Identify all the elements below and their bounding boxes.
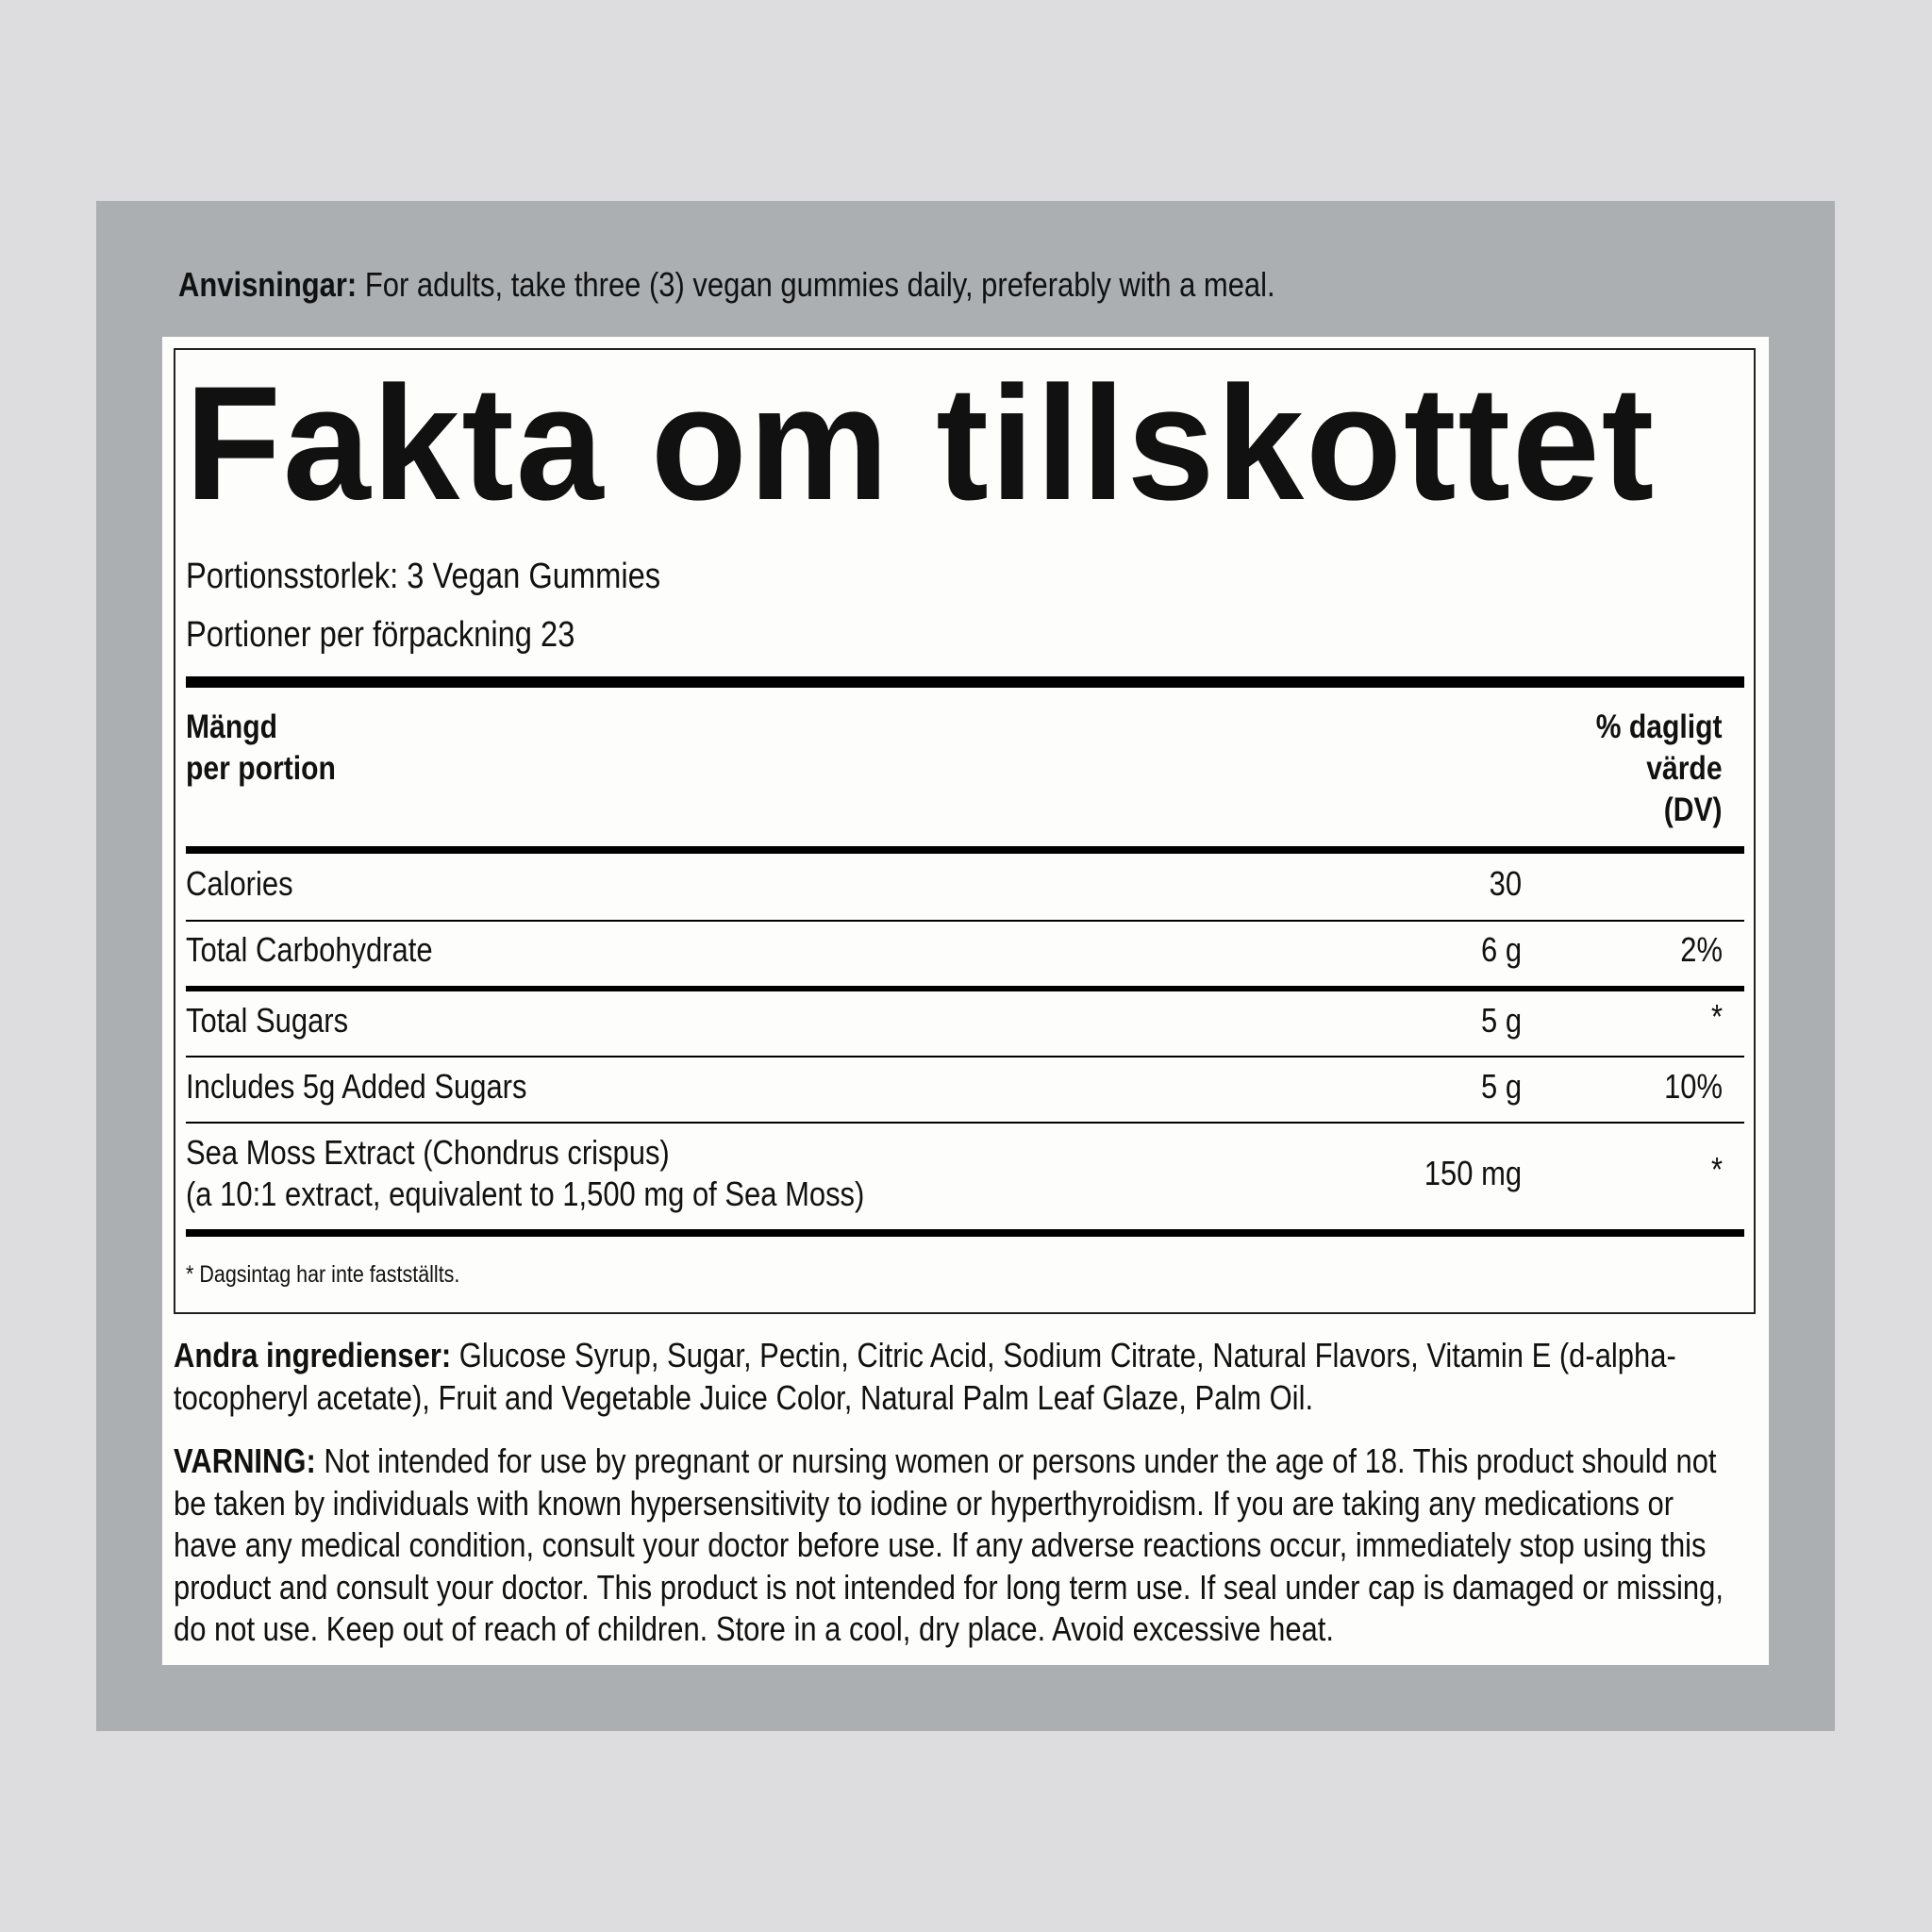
warning-line1 [174, 1441, 1717, 1483]
footnote: * Dagsintag har inte fastställts. [186, 1261, 460, 1288]
daily-value-header [1596, 707, 1723, 831]
directions-text: For adults, take three (3) vegan gummies daily, preferably with a meal. [364, 265, 1275, 304]
nutrient-name: Calories [186, 864, 293, 903]
nutrient-amount: 5 g [1480, 1001, 1522, 1040]
row-divider [186, 1122, 1744, 1124]
servings-per-container: Portioner per förpackning 23 [186, 615, 575, 655]
nutrient-dv: 10% [1664, 1067, 1723, 1106]
thick-divider-top [186, 676, 1744, 688]
warning-label: VARNING: [174, 1441, 316, 1480]
warning-text-line4: product and consult your doctor. This product is not intended for long term use. If seal under cap is damaged or missing, [174, 1567, 1724, 1607]
nutrient-name: Total Sugars [186, 1001, 349, 1040]
nutrient-amount: 150 mg [1424, 1154, 1522, 1192]
thick-divider-header [186, 846, 1744, 854]
directions-label: Anvisningar: [178, 265, 358, 304]
nutrient-dv: 2% [1680, 930, 1723, 969]
other-ingredients-text-line2: tocopheryl acetate), Fruit and Vegetable Juice Color, Natural Palm Leaf Glaze, Palm Oil. [174, 1377, 1314, 1417]
amount-per-serving-header [186, 707, 336, 790]
serving-size: Portionsstorlek: 3 Vegan Gummies [186, 557, 661, 596]
other-ingredients-label: Andra ingredienser: [174, 1336, 452, 1374]
dv-header-line3: (DV) [1664, 791, 1723, 828]
thick-divider-bottom [186, 1229, 1744, 1237]
warning-text-line5: do not use. Keep out of reach of children. Store in a cool, dry place. Avoid excessive heat. [174, 1609, 1334, 1648]
nutrient-amount: 30 [1489, 864, 1522, 903]
other-ingredients-text-line1: Glucose Syrup, Sugar, Pectin, Citric Acid, Sodium Citrate, Natural Flavors, Vitamin E (d-alpha- [458, 1336, 1676, 1374]
amount-header-line1: Mängd [186, 708, 277, 745]
medium-divider [186, 986, 1744, 991]
amount-header-line2: per portion [186, 750, 336, 787]
dv-header-line1: % dagligt [1596, 708, 1723, 745]
nutrient-name: Includes 5g Added Sugars [186, 1067, 527, 1106]
nutrient-name: Total Carbohydrate [186, 930, 433, 969]
warning-text-line3: have any medical condition, consult your doctor before use. If any adverse reactions occur, immediately stop using this [174, 1525, 1707, 1564]
other-ingredients [174, 1335, 1758, 1419]
nutrient-amount: 6 g [1480, 930, 1522, 969]
nutrient-amount: 5 g [1480, 1067, 1522, 1106]
directions-line [178, 264, 1275, 306]
nutrient-name: Sea Moss Extract (Chondrus crispus) [186, 1133, 670, 1172]
dv-header-line2: värde [1646, 750, 1723, 787]
nutrient-dv: * [1710, 997, 1723, 1036]
row-divider [186, 1056, 1744, 1058]
nutrient-dv: * [1710, 1150, 1723, 1189]
nutrient-name-detail: (a 10:1 extract, equivalent to 1,500 mg of Sea Moss) [186, 1174, 865, 1213]
facts-title: Fakta om tillskottet [185, 353, 1657, 534]
warning-text-line1: Not intended for use by pregnant or nursing women or persons under the age of 18. This product should not [324, 1441, 1717, 1480]
warning-text-line2: be taken by individuals with known hypersensitivity to iodine or hyperthyroidism. If you are taking any medications or [174, 1483, 1674, 1523]
warning [174, 1441, 1758, 1651]
other-ingredients-line1 [174, 1335, 1676, 1377]
row-divider [186, 920, 1744, 922]
